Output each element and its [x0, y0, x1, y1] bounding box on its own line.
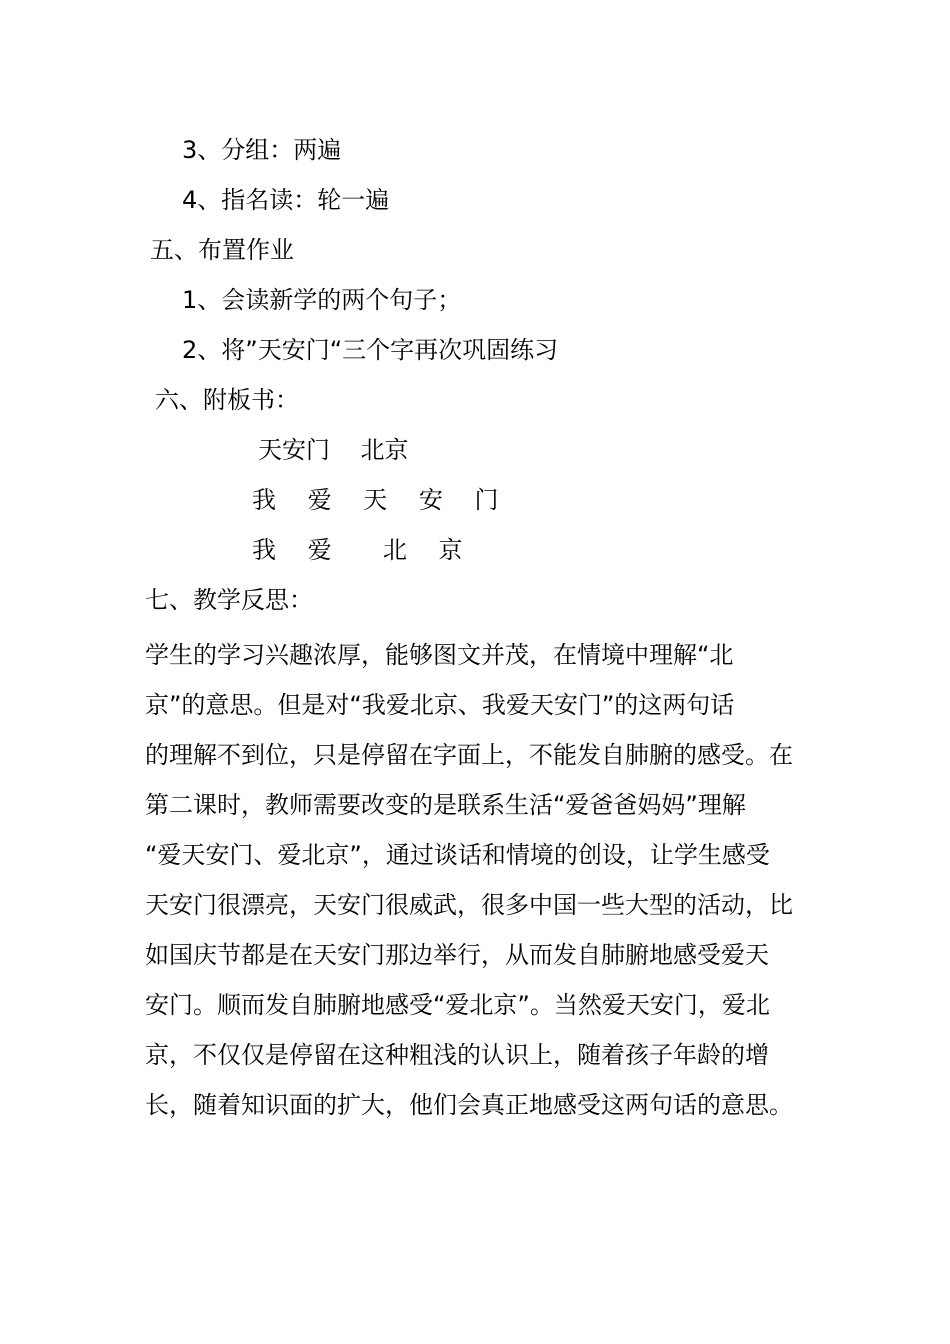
reflection-line: 学生的学习兴趣浓厚，能够图文并茂，在情境中理解“北 [145, 641, 734, 669]
reflection-line: 长，随着知识面的扩大，他们会真正地感受这两句话的意思。 [145, 1091, 793, 1119]
reflection-line: 京”的意思。但是对“我爱北京、我爱天安门”的这两句话 [145, 691, 735, 719]
reflection-paragraph [145, 630, 810, 1130]
reflection-line: 的理解不到位，只是停留在字面上，不能发自肺腑的感受。在 [145, 741, 793, 769]
reading-step-4: 4、指名读：轮一遍 [182, 186, 390, 214]
board-line-1: 天安门 北京 [258, 436, 409, 464]
board-line-3: 我 爱 北 京 [252, 536, 475, 564]
reading-step-3: 3、分组：两遍 [182, 136, 342, 164]
reflection-line: 天安门很漂亮，天安门很威武，很多中国一些大型的活动，比 [145, 891, 793, 919]
reflection-line: 如国庆节都是在天安门那边举行，从而发自肺腑地感受爱天 [145, 941, 769, 969]
board-line-2: 我 爱 天 安 门 [252, 486, 511, 514]
reflection-line: 安门。顺而发自肺腑地感受“爱北京”。当然爱天安门，爱北 [145, 991, 770, 1019]
reflection-line: 第二课时，教师需要改变的是联系生活“爱爸爸妈妈”理解 [145, 791, 746, 819]
homework-item-2: 2、将”天安门“三个字再次巩固练习 [182, 336, 559, 364]
section-heading-reflection: 七、教学反思： [145, 586, 313, 614]
reflection-line: 京，不仅仅是停留在这种粗浅的认识上，随着孩子年龄的增 [145, 1041, 769, 1069]
reflection-line: “爱天安门、爱北京”，通过谈话和情境的创设，让学生感受 [145, 841, 770, 869]
section-heading-board: 六、附板书： [155, 386, 299, 414]
section-heading-homework: 五、布置作业 [150, 236, 294, 264]
homework-item-1: 1、会读新学的两个句子； [182, 286, 462, 314]
